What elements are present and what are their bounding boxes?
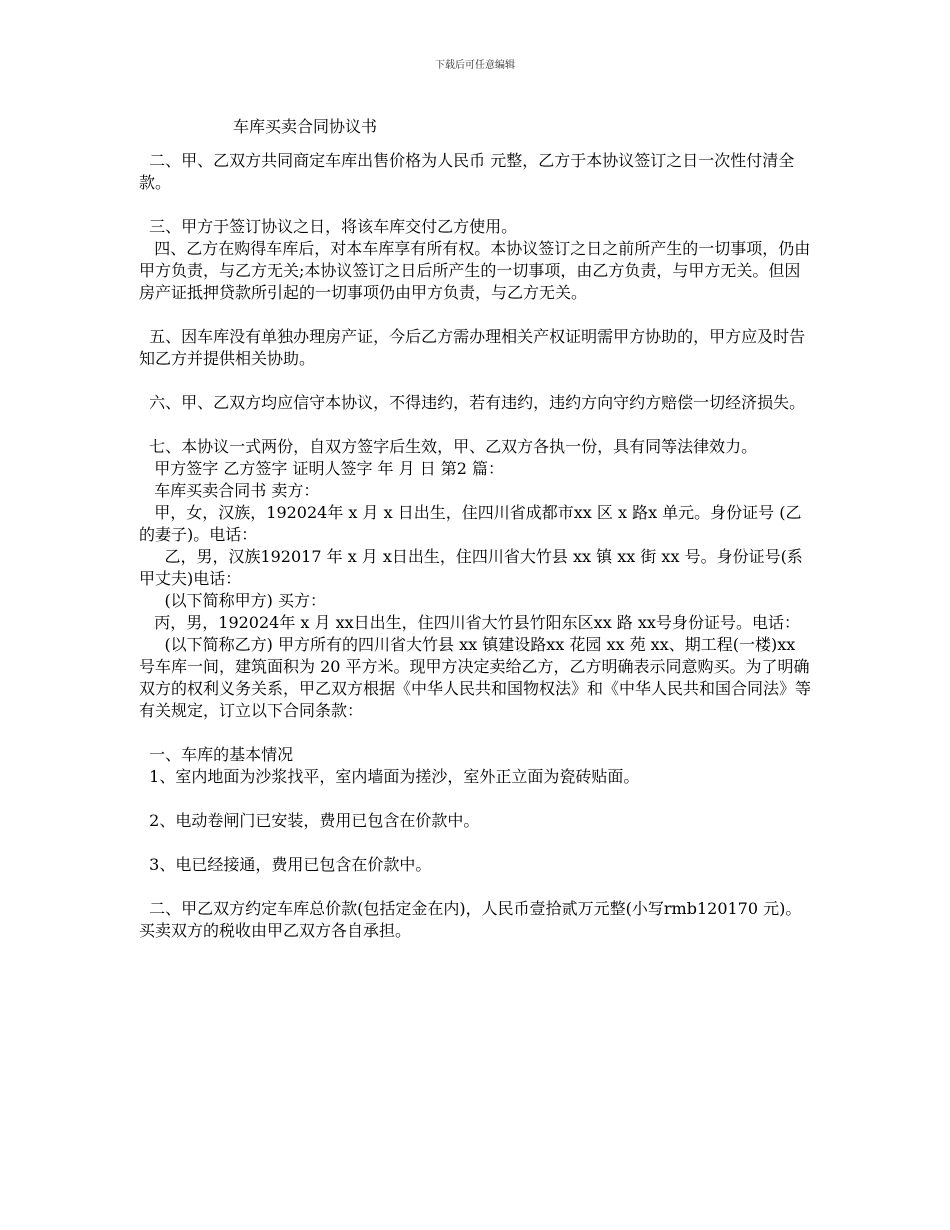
party-bing: 丙，男，192024年 x 月 xx日出生，住四川省大竹县竹阳东区xx 路 xx号身份证号。电话： [139,613,800,632]
party-jia: 甲，女，汉族，192024年 x 月 x 日出生，住四川省成都市xx 区 x 路x 单元。身份证号 (乙的妻子)。电话： [139,503,802,544]
item-1-floor-walls: 1、室内地面为沙浆找平，室内墙面为搓沙，室外正立面为瓷砖贴面。 [139,767,640,786]
signature-line: 甲方签字 乙方签字 证明人签字 年 月 日 第2 篇： [139,459,505,478]
document-title: 车库买卖合同协议书 [233,117,378,136]
clause-7-effect: 七、本协议一式两份，自双方签字后生效，甲、乙双方各执一份，具有同等法律效力。 [139,437,758,456]
document-body [139,150,815,942]
party-yi: 乙，男，汉族192017 年 x 月 x日出生，住四川省大竹县 xx 镇 xx 街 xx 号。身份证号(系甲丈夫)电话： [139,547,803,588]
property-description: (以下简称乙方) 甲方所有的四川省大竹县 xx 镇建设路xx 花园 xx 苑 xx、期工程(一楼)xx 号车库一间，建筑面积为 20 平方米。现甲方决定卖给乙方，乙方明确表示同意购买。为了明确双方的权利义务关系，甲乙双方根据《中华人民共和国物权法》和《中华人民共和国合同法》等有关规定，订立以下合同条款： [139,635,812,720]
contract-heading-seller: 车库买卖合同书 卖方： [139,481,320,500]
section-1-heading: 一、车库的基本情况 [139,745,294,764]
clause-2-price: 二、甲、乙双方共同商定车库出售价格为人民币 元整，乙方于本协议签订之日一次性付清全款。 [139,151,795,192]
party-a-buyer-label: (以下简称甲方) 买方： [139,591,327,610]
clause-5-certificate: 五、因车库没有单独办理房产证，今后乙方需办理相关产权证明需甲方协助的，甲方应及时告知乙方并提供相关协助。 [139,327,806,368]
section-2-total-price: 二、甲乙双方约定车库总价款(包括定金在内)，人民币壹拾贰万元整(小写rmb120170 元)。买卖双方的税收由甲乙双方各自承担。 [139,899,802,940]
clause-3-handover: 三、甲方于签订协议之日，将该车库交付乙方使用。 [139,217,518,236]
clause-4-ownership: 四、乙方在购得车库后，对本车库享有所有权。本协议签订之日之前所产生的一切事项，仍由甲方负责，与乙方无关;本协议签订之日后所产生的一切事项，由乙方负责，与甲方无关。但因房产证抵押贷款所引起的一切事项仍由甲方负责，与乙方无关。 [139,239,811,302]
header-note: 下载后可任意编辑 [435,60,515,71]
clause-6-breach: 六、甲、乙双方均应信守本协议，不得违约，若有违约，违约方向守约方赔偿一切经济损失。 [139,393,806,412]
item-3-electricity: 3、电已经接通，费用已包含在价款中。 [139,855,432,874]
item-2-shutter-door: 2、电动卷闸门已安装，费用已包含在价款中。 [139,811,480,830]
